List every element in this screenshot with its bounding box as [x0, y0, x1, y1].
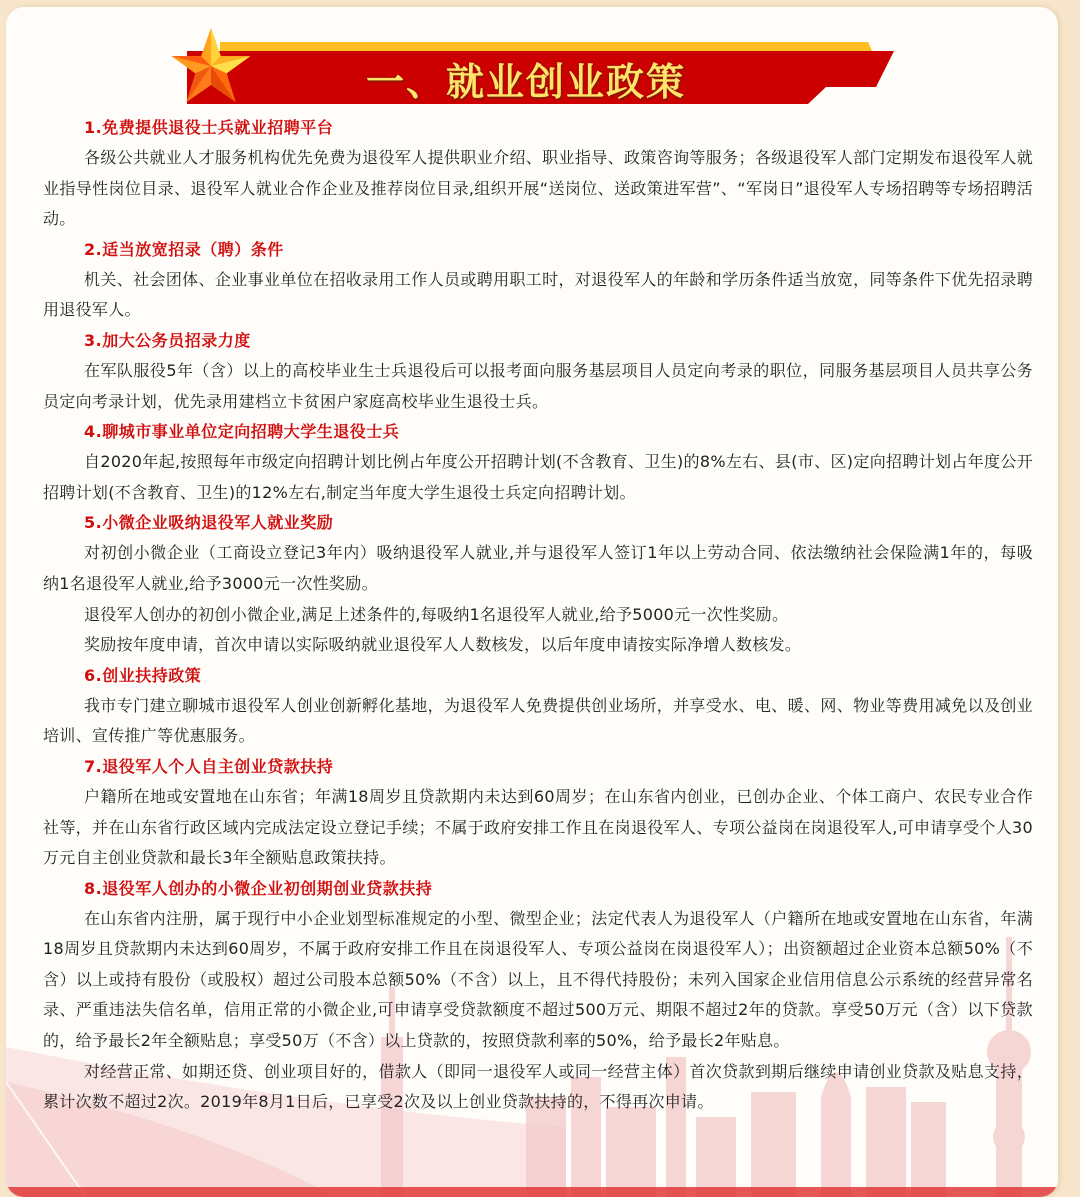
section-paragraph: 自2020年起,按照每年市级定向招聘计划比例占年度公开招聘计划(不含教育、卫生)的8%左右、县(市、区)定向招聘计划占年度公开招聘计划(不含教育、卫生)的12%左右,制定当年度大学生退役士兵定向招聘计划。 [43, 452, 1033, 502]
star-icon [170, 25, 252, 107]
page-title: 一、就业创业政策 [366, 60, 687, 104]
section-title: 3.加大公务员招录力度 [84, 330, 251, 350]
section-paragraph: 我市专门建立聊城市退役军人创业创新孵化基地，为退役军人免费提供创业场所，并享受水、电、暖、网、物业等费用减免以及创业培训、宣传推广等优惠服务。 [43, 695, 1033, 746]
section-title: 7.退役军人个人自主创业贷款扶持 [84, 756, 334, 776]
section-paragraph: 在军队服役5年（含）以上的高校毕业生士兵退役后可以报考面向服务基层项目人员定向考录的职位，同服务基层项目人员共享公务员定向考录计划，优先录用建档立卡贫困户家庭高校毕业生退役士兵。 [43, 360, 1033, 411]
section-paragraph: 户籍所在地或安置地在山东省；年满18周岁且贷款期内未达到60周岁；在山东省内创业，已创办企业、个体工商户、农民专业合作社等，并在山东省行政区域内完成法定设立登记手续；不属于政府安排工作且在岗退役军人、专项公益岗在岗退役军人,可申请享受个人30万元自主创业贷款和最长3年全额贴息政策扶持。 [43, 786, 1033, 868]
section-paragraph: 奖励按年度申请，首次申请以实际吸纳就业退役军人人数核发，以后年度申请按实际净增人数核发。 [84, 635, 802, 655]
policy-section-8 [43, 874, 1033, 1118]
section-paragraph: 在山东省内注册，属于现行中小企业划型标准规定的小型、微型企业；法定代表人为退役军人（户籍所在地或安置地在山东省，年满18周岁且贷款期内未达到60周岁，不属于政府安排工作且在岗退役军人、专项公益岗在岗退役军人）；出资额超过企业资本总额50%（不含）以上或持有股份（或股权）超过公司股本总额50%（不含）以上，且不得代持股份；未列入国家企业信用信息公示系统的经营异常名录、严重违法失信名单，信用正常的小微企业,可申请享受贷款额度不超过500万元、期限不超过2年的贷款。享受50万元（含）以下贷款的，给予最长2年全额贴息；享受50万（不含）以上贷款的，按照贷款利率的50%，给予最长2年贴息。 [43, 908, 1033, 1051]
section-paragraph: 退役军人创办的初创小微企业,满足上述条件的,每吸纳1名退役军人就业,给予5000元一次性奖励。 [84, 604, 789, 624]
policy-section-5 [43, 508, 1033, 660]
policy-section-4 [43, 417, 1033, 508]
section-title: 2.适当放宽招录（聘）条件 [84, 239, 284, 259]
section-paragraph: 对初创小微企业（工商设立登记3年内）吸纳退役军人就业,并与退役军人签订1年以上劳动合同、依法缴纳社会保险满1年的，每吸纳1名退役军人就业,给予3000元一次性奖励。 [43, 543, 1033, 593]
policy-section-2 [43, 235, 1033, 326]
policy-card [6, 7, 1058, 1197]
section-paragraph: 机关、社会团体、企业事业单位在招收录用工作人员或聘用职工时，对退役军人的年龄和学历条件适当放宽，同等条件下优先招录聘用退役军人。 [43, 269, 1033, 320]
policy-content [43, 113, 1033, 1118]
section-title: 8.退役军人创办的小微企业初创期创业贷款扶持 [84, 878, 433, 898]
section-title: 4.聊城市事业单位定向招聘大学生退役士兵 [84, 422, 400, 442]
policy-section-3 [43, 326, 1033, 417]
section-title: 6.创业扶持政策 [84, 665, 202, 685]
policy-section-1 [43, 113, 1033, 235]
section-title: 1.免费提供退役士兵就业招聘平台 [84, 118, 334, 137]
policy-section-7 [43, 752, 1033, 874]
section-paragraph: 各级公共就业人才服务机构优先免费为退役军人提供职业介绍、职业指导、政策咨询等服务；各级退役军人部门定期发布退役军人就业指导性岗位目录、退役军人就业合作企业及推荐岗位目录,组织开展“送岗位、送政策进军营”、“军岗日”退役军人专场招聘等专场招聘活动。 [43, 148, 1033, 229]
section-paragraph: 对经营正常、如期还贷、创业项目好的，借款人（即同一退役军人或同一经营主体）首次贷款到期后继续申请创业贷款及贴息支持，累计次数不超过2次。2019年8月1日后，已享受2次及以上创业贷款扶持的，不得再次申请。 [43, 1061, 1033, 1112]
section-title: 5.小微企业吸纳退役军人就业奖励 [84, 513, 334, 533]
policy-section-6 [43, 661, 1033, 752]
